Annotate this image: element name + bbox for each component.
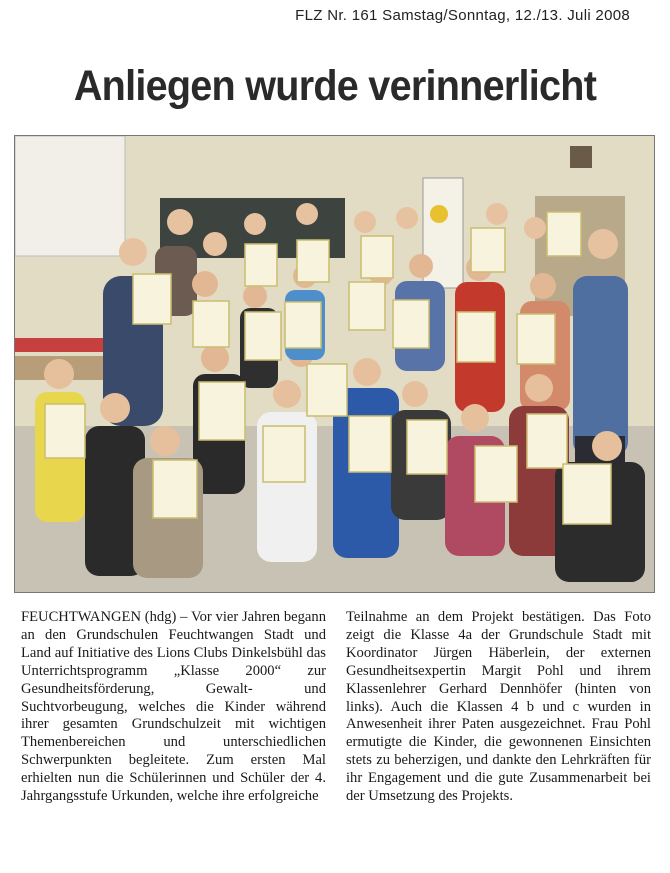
class-photo (14, 135, 655, 593)
article-column-2 (346, 609, 651, 806)
masthead: FLZ Nr. 161 Samstag/Sonntag, 12./13. Juli 2008 (295, 7, 630, 24)
article-text-col1: FEUCHTWANGEN (hdg) – Vor vier Jahren begann an den Grundschulen Feuchtwangen Stadt und Land auf Initiative des Lions Clubs Dinkelsbühl das Unterrichtsprogramm „Klasse 2000“ zur Gesundheitsförderung, Gewalt- und Suchtvorbeugung, welches die Kinder während ihrer gesamten Grundschulzeit mit wichtigen Themenbereichen und unterschiedlichen Schwerpunkten begleitete. Zum ersten Mal erhielten nun die Schülerinnen und Schüler der 4. Jahrgangsstufe Urkunden, welche ihre erfolgreiche (21, 609, 326, 805)
article-column-1 (21, 609, 326, 806)
article-text-col2: Teilnahme an dem Projekt bestätigen. Das Foto zeigt die Klasse 4a der Grundschule Stadt mit Koordinator Jürgen Häberlein, der externen Gesundheitsexpertin Margit Pohl und ihrem Klassenlehrer Gerhard Dennhöfer (hinten von links). Auch die Klassen 4 b und c wurden in Anwesenheit ihrer Paten ausgezeichnet. Frau Pohl ermutigte die Kinder, die gewonnenen Einsichten stets zu beherzigen, und dankte den Lehrkräften für ihr Engagement und die gute Zusammenarbeit bei der Umsetzung des Projekts. (346, 609, 651, 805)
headline: Anliegen wurde verinnerlicht (73, 62, 597, 110)
article-body (21, 609, 651, 806)
